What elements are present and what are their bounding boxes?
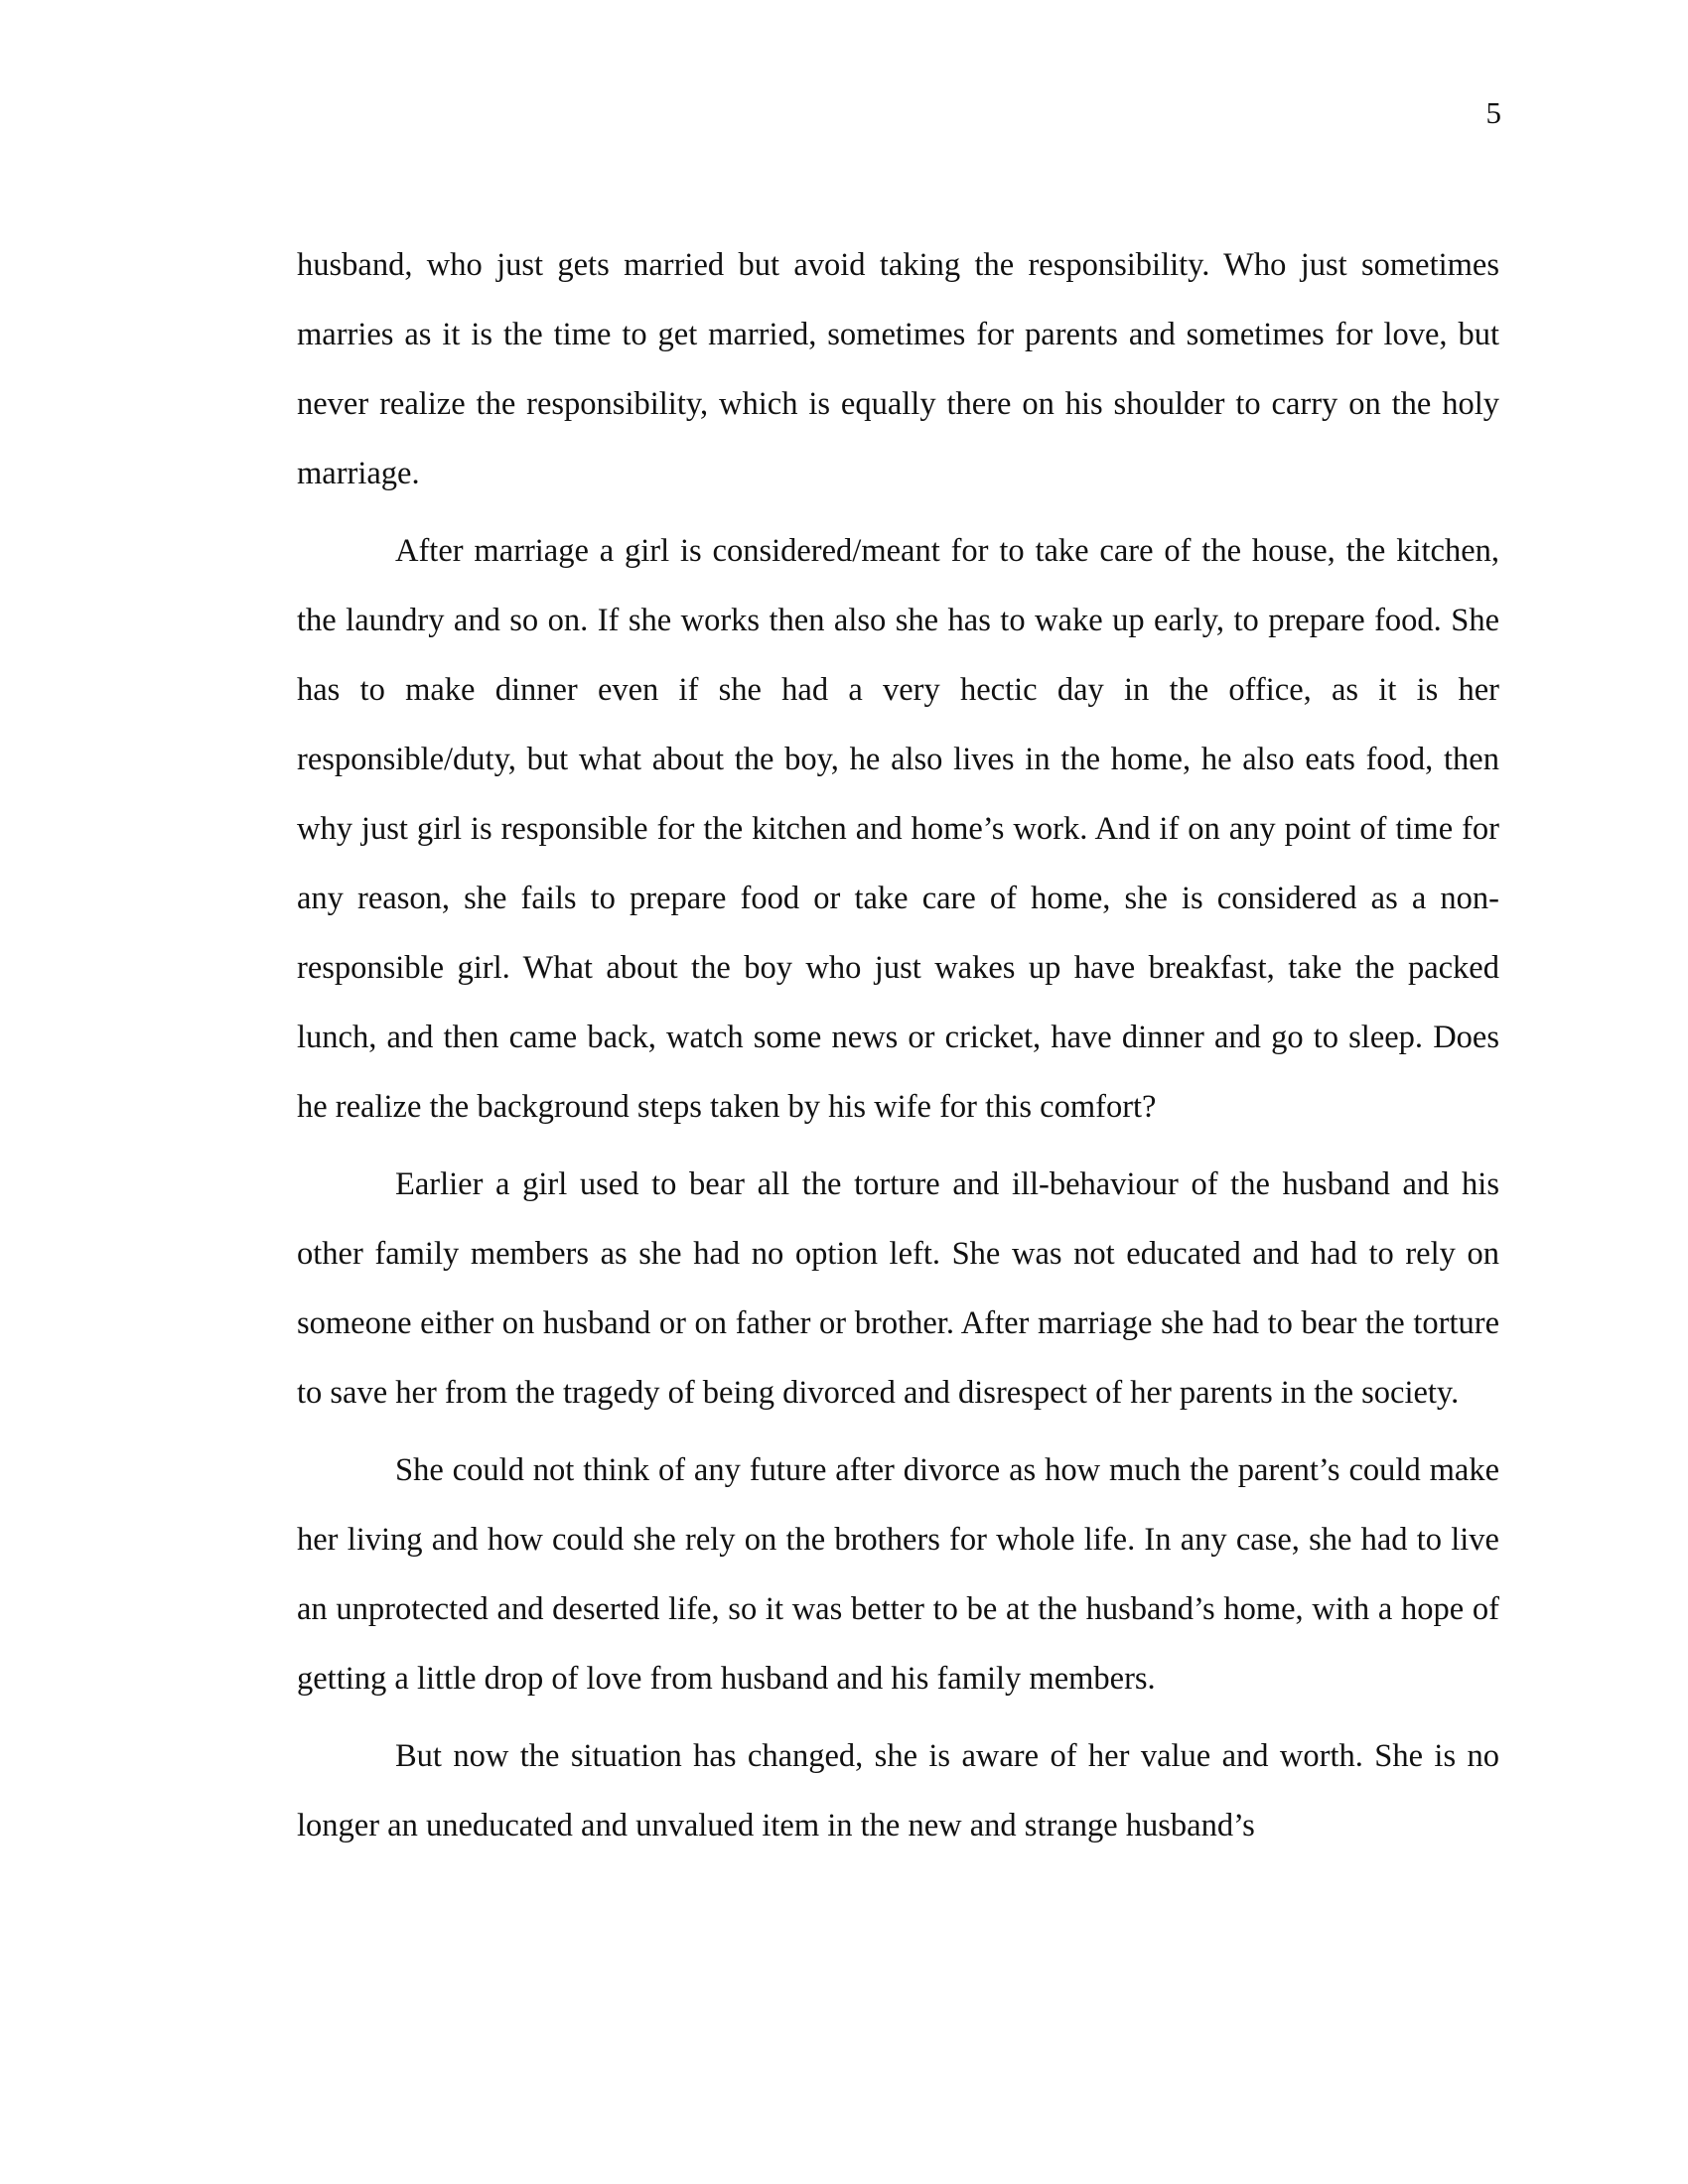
paragraph: But now the situation has changed, she is aware of her value and worth. She is no longer an uneducated and unvalued item in the new and strange husband’s: [297, 1738, 1499, 1843]
paragraph: After marriage a girl is considered/meant for to take care of the house, the kitchen, the laundry and so on. If she works then also she has to wake up early, to prepare food. She has to make dinner even if she had a very hectic day in the office, as it is her responsible/duty, but what about the boy, he also lives in the home, he also eats food, then why just girl is responsible for the kitchen and home’s work. And if on any point of time for any reason, she fails to prepare food or take care of home, she is considered as a non-responsible girl. What about the boy who just wakes up have breakfast, take the packed lunch, and then came back, watch some news or cricket, have dinner and go to sleep. Does he realize the background steps taken by his wife for this comfort?: [297, 533, 1499, 1125]
paragraph: husband, who just gets married but avoid taking the responsibility. Who just sometimes marries as it is the time to get married, sometimes for parents and sometimes for love, but never realize the responsibility, which is equally there on his shoulder to carry on the holy marriage.: [297, 247, 1499, 491]
body-text: [297, 230, 1499, 1868]
paragraph: She could not think of any future after divorce as how much the parent’s could make her living and how could she rely on the brothers for whole life. In any case, she had to live an unprotected and deserted life, so it was better to be at the husband’s home, with a hope of getting a little drop of love from husband and his family members.: [297, 1452, 1499, 1697]
paragraph: Earlier a girl used to bear all the torture and ill-behaviour of the husband and his other family members as she had no option left. She was not educated and had to rely on someone either on husband or on father or brother. After marriage she had to bear the torture to save her from the tragedy of being divorced and disrespect of her parents in the society.: [297, 1166, 1499, 1411]
page-number: 5: [1485, 95, 1501, 130]
